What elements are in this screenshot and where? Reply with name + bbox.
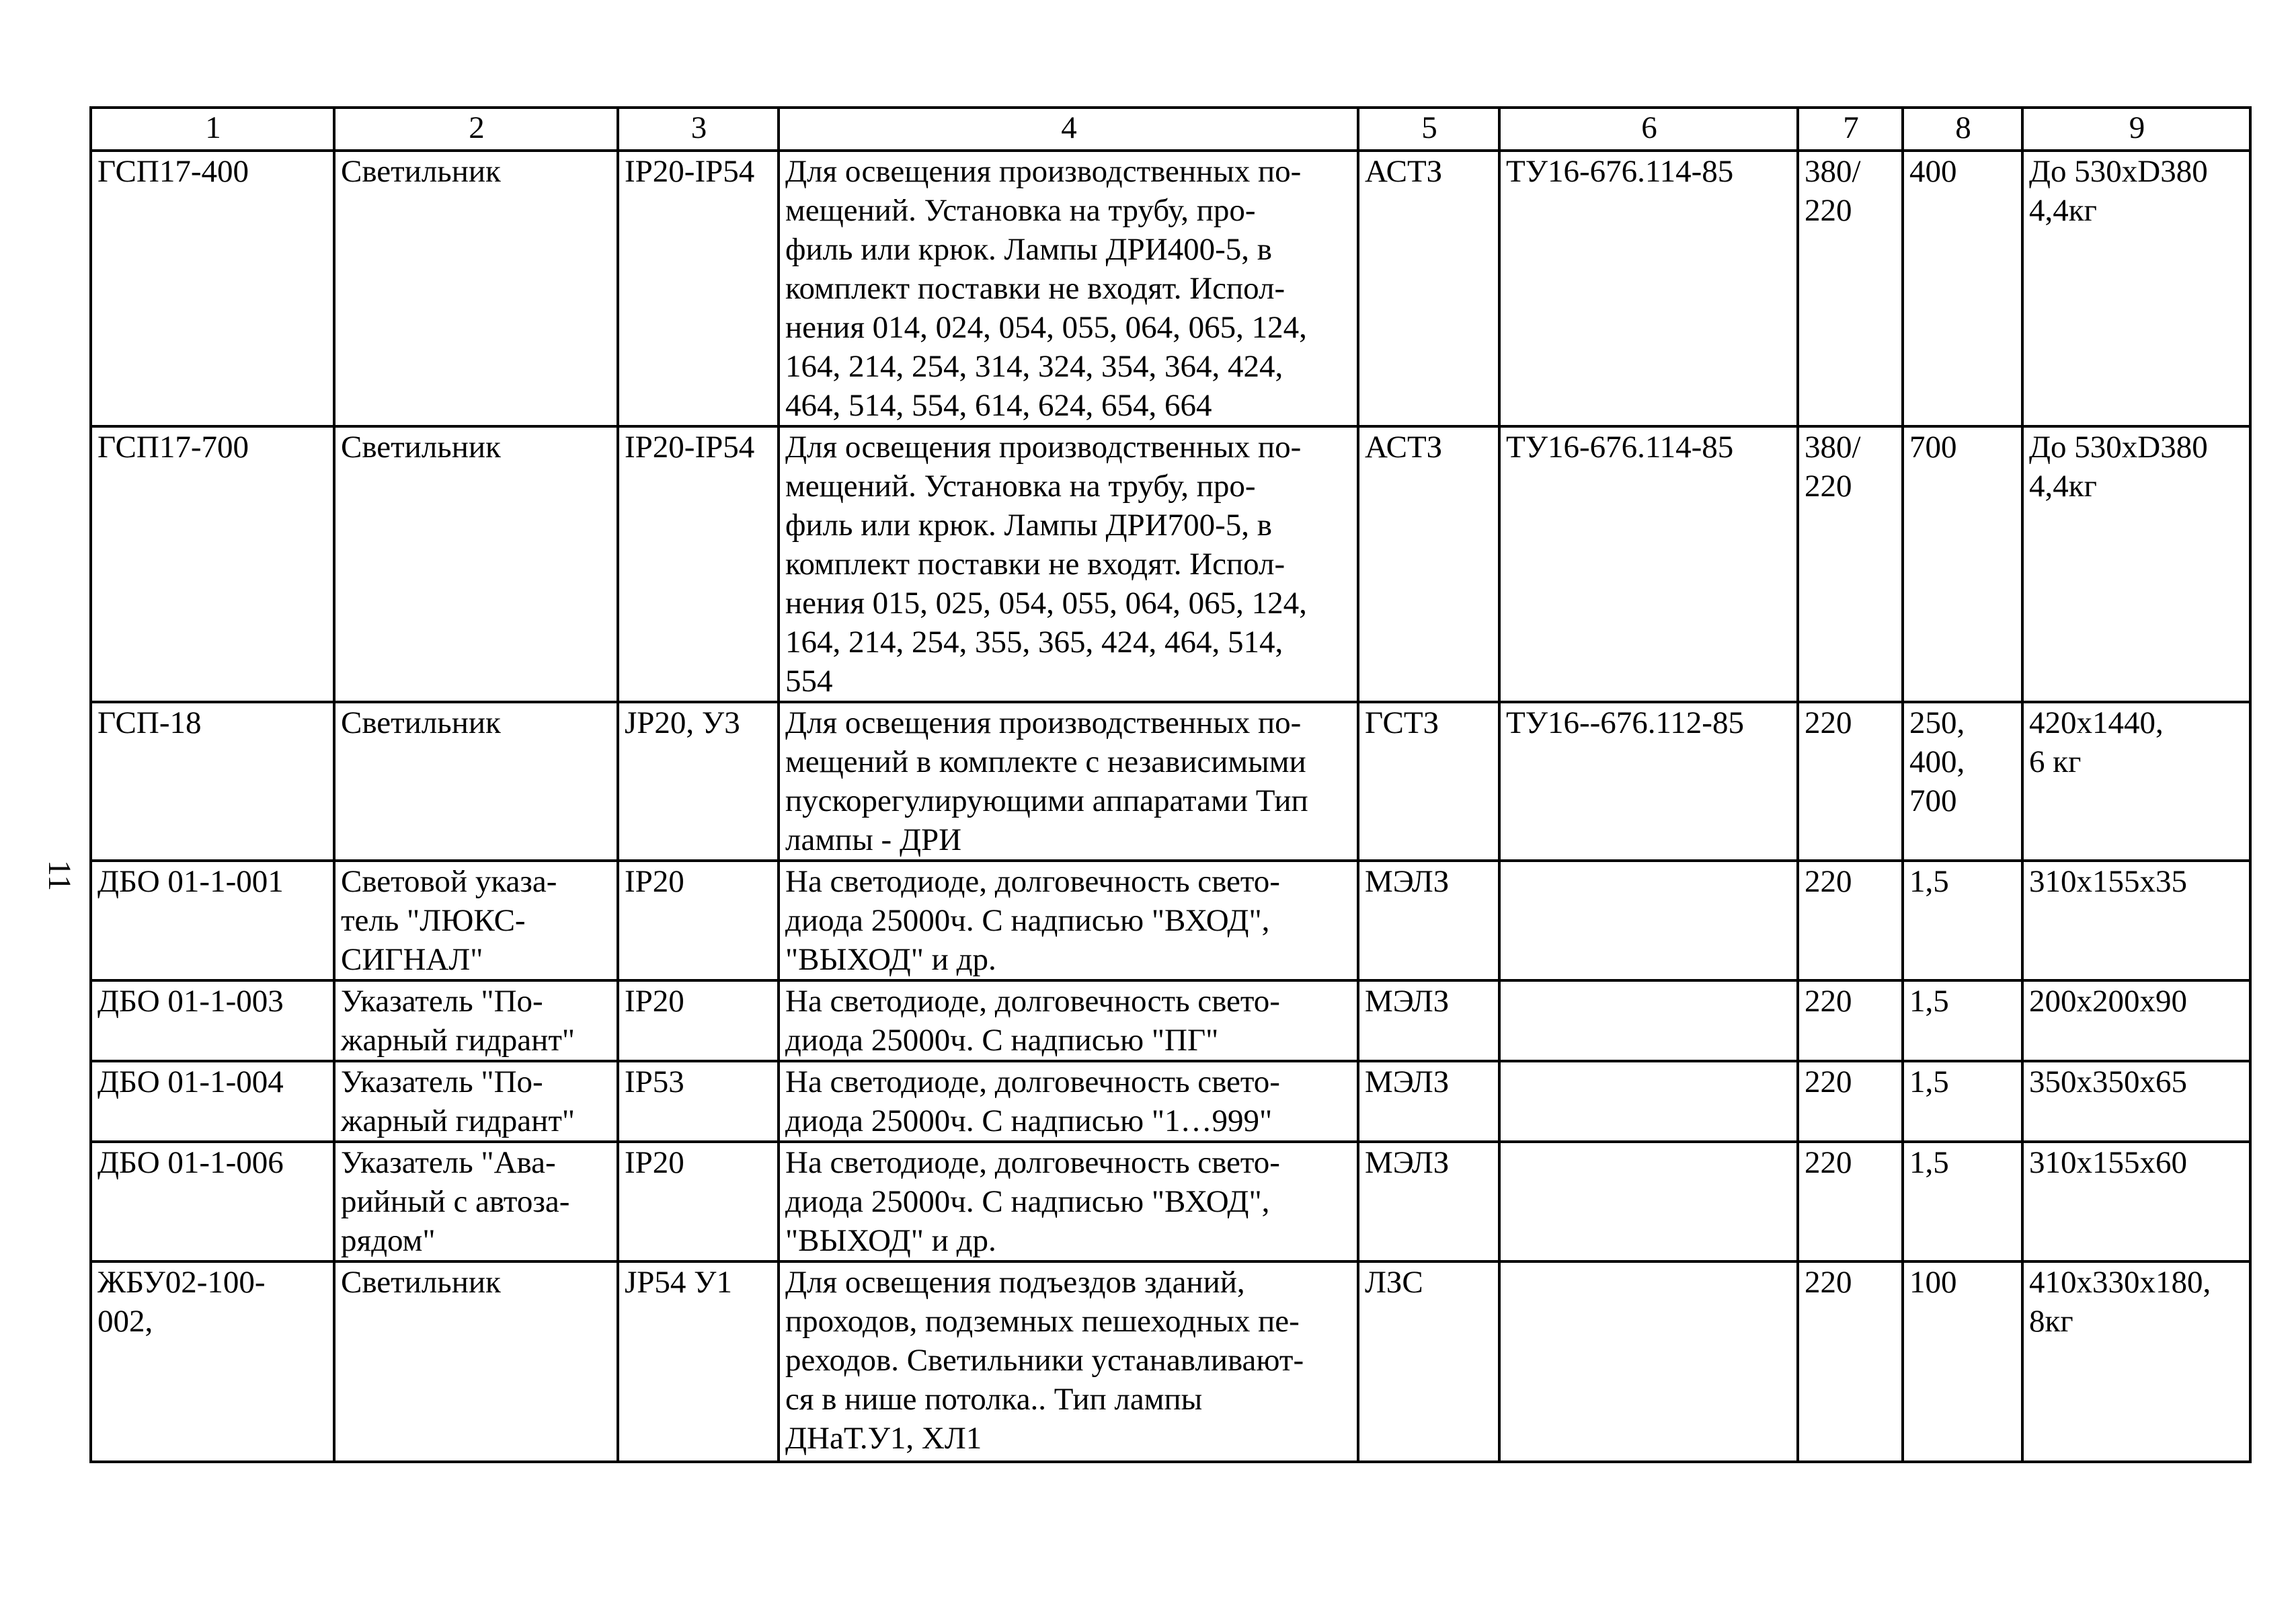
type-cell: Указатель "По- жарный гидрант" — [334, 1061, 618, 1142]
type-cell: Указатель "Ава- рийный с автоза- рядом" — [334, 1142, 618, 1261]
voltage-cell: 380/ 220 — [1798, 426, 1903, 702]
column-header: 8 — [1903, 108, 2022, 151]
table-row — [91, 1142, 2250, 1261]
voltage-cell: 220 — [1798, 1142, 1903, 1261]
voltage-cell: 220 — [1798, 702, 1903, 861]
description-cell: Для освещения производственных по- мещений. Установка на трубу, про- филь или крюк. Лампы ДРИ700-5, в комплект поставки не входят. Испол- нения 015, 025, 054, 055, 064, 065, 124, 164, 214, 254, 355, 365, 424, 464, 514, 554 — [779, 426, 1358, 702]
table-row — [91, 1061, 2250, 1142]
power-cell: 1,5 — [1903, 861, 2022, 980]
standard-cell — [1499, 861, 1798, 980]
power-cell: 1,5 — [1903, 1142, 2022, 1261]
manufacturer-cell: ЛЗС — [1358, 1261, 1499, 1462]
model-cell: ЖБУ02-100- 002, — [91, 1261, 334, 1462]
table-row — [91, 1261, 2250, 1462]
standard-cell — [1499, 1261, 1798, 1462]
manufacturer-cell: АСТЗ — [1358, 151, 1499, 426]
table-row — [91, 702, 2250, 861]
power-cell: 1,5 — [1903, 980, 2022, 1061]
protection-cell: IP20-IP54 — [618, 151, 779, 426]
dimensions-cell: 350х350х65 — [2022, 1061, 2250, 1142]
standard-cell — [1499, 1061, 1798, 1142]
standard-cell — [1499, 1142, 1798, 1261]
protection-cell: IP20 — [618, 861, 779, 980]
page-number: 11 — [42, 859, 77, 892]
dimensions-cell: До 530хD380 4,4кг — [2022, 426, 2250, 702]
column-header: 2 — [334, 108, 618, 151]
power-cell: 250, 400, 700 — [1903, 702, 2022, 861]
column-header: 5 — [1358, 108, 1499, 151]
protection-cell: JP20, У3 — [618, 702, 779, 861]
model-cell: ДБО 01-1-006 — [91, 1142, 334, 1261]
voltage-cell: 220 — [1798, 1061, 1903, 1142]
type-cell: Указатель "По- жарный гидрант" — [334, 980, 618, 1061]
model-cell: ГСП-18 — [91, 702, 334, 861]
power-cell: 700 — [1903, 426, 2022, 702]
dimensions-cell: 420х1440, 6 кг — [2022, 702, 2250, 861]
power-cell: 400 — [1903, 151, 2022, 426]
standard-cell: ТУ16--676.112-85 — [1499, 702, 1798, 861]
type-cell: Светильник — [334, 1261, 618, 1462]
dimensions-cell: 200х200х90 — [2022, 980, 2250, 1061]
voltage-cell: 220 — [1798, 861, 1903, 980]
protection-cell: IP20-IP54 — [618, 426, 779, 702]
table-row — [91, 980, 2250, 1061]
model-cell: ГСП17-400 — [91, 151, 334, 426]
dimensions-cell: До 530хD380 4,4кг — [2022, 151, 2250, 426]
manufacturer-cell: МЭЛЗ — [1358, 1142, 1499, 1261]
protection-cell: IP53 — [618, 1061, 779, 1142]
model-cell: ДБО 01-1-001 — [91, 861, 334, 980]
standard-cell — [1499, 980, 1798, 1061]
table-row — [91, 426, 2250, 702]
manufacturer-cell: АСТЗ — [1358, 426, 1499, 702]
model-cell: ДБО 01-1-003 — [91, 980, 334, 1061]
power-cell: 1,5 — [1903, 1061, 2022, 1142]
column-header: 3 — [618, 108, 779, 151]
dimensions-cell: 310х155х35 — [2022, 861, 2250, 980]
table-row — [91, 861, 2250, 980]
description-cell: На светодиоде, долговечность свето- диода 25000ч. С надписью "ПГ" — [779, 980, 1358, 1061]
voltage-cell: 220 — [1798, 980, 1903, 1061]
type-cell: Светильник — [334, 151, 618, 426]
header-row — [91, 108, 2250, 151]
description-cell: Для освещения производственных по- мещений в комплекте с независимыми пускорегулирующими аппаратами Тип лампы - ДРИ — [779, 702, 1358, 861]
description-cell: На светодиоде, долговечность свето- диода 25000ч. С надписью "1…999" — [779, 1061, 1358, 1142]
description-cell: Для освещения производственных по- мещений. Установка на трубу, про- филь или крюк. Лампы ДРИ400-5, в комплект поставки не входят. Испол- нения 014, 024, 054, 055, 064, 065, 124, 164, 214, 254, 314, 324, 354, 364, 424, 464, 514, 554, 614, 624, 654, 664 — [779, 151, 1358, 426]
column-header: 6 — [1499, 108, 1798, 151]
table-row — [91, 151, 2250, 426]
standard-cell: ТУ16-676.114-85 — [1499, 151, 1798, 426]
dimensions-cell: 410х330х180, 8кг — [2022, 1261, 2250, 1462]
protection-cell: IP20 — [618, 1142, 779, 1261]
voltage-cell: 220 — [1798, 1261, 1903, 1462]
description-cell: На светодиоде, долговечность свето- диода 25000ч. С надписью "ВХОД", "ВЫХОД" и др. — [779, 1142, 1358, 1261]
protection-cell: JP54 У1 — [618, 1261, 779, 1462]
column-header: 7 — [1798, 108, 1903, 151]
type-cell: Световой указа- тель "ЛЮКС- СИГНАЛ" — [334, 861, 618, 980]
power-cell: 100 — [1903, 1261, 2022, 1462]
manufacturer-cell: МЭЛЗ — [1358, 980, 1499, 1061]
type-cell: Светильник — [334, 426, 618, 702]
voltage-cell: 380/ 220 — [1798, 151, 1903, 426]
manufacturer-cell: МЭЛЗ — [1358, 861, 1499, 980]
luminaires-table — [89, 106, 2252, 1463]
standard-cell: ТУ16-676.114-85 — [1499, 426, 1798, 702]
column-header: 1 — [91, 108, 334, 151]
description-cell: На светодиоде, долговечность свето- диода 25000ч. С надписью "ВХОД", "ВЫХОД" и др. — [779, 861, 1358, 980]
description-cell: Для освещения подъездов зданий, проходов, подземных пешеходных пе- реходов. Светильники устанавливают- ся в нише потолка.. Тип лампы ДНаТ.У1, ХЛ1 — [779, 1261, 1358, 1462]
model-cell: ДБО 01-1-004 — [91, 1061, 334, 1142]
model-cell: ГСП17-700 — [91, 426, 334, 702]
protection-cell: IP20 — [618, 980, 779, 1061]
type-cell: Светильник — [334, 702, 618, 861]
dimensions-cell: 310х155х60 — [2022, 1142, 2250, 1261]
manufacturer-cell: ГСТЗ — [1358, 702, 1499, 861]
manufacturer-cell: МЭЛЗ — [1358, 1061, 1499, 1142]
column-header: 4 — [779, 108, 1358, 151]
column-header: 9 — [2022, 108, 2250, 151]
